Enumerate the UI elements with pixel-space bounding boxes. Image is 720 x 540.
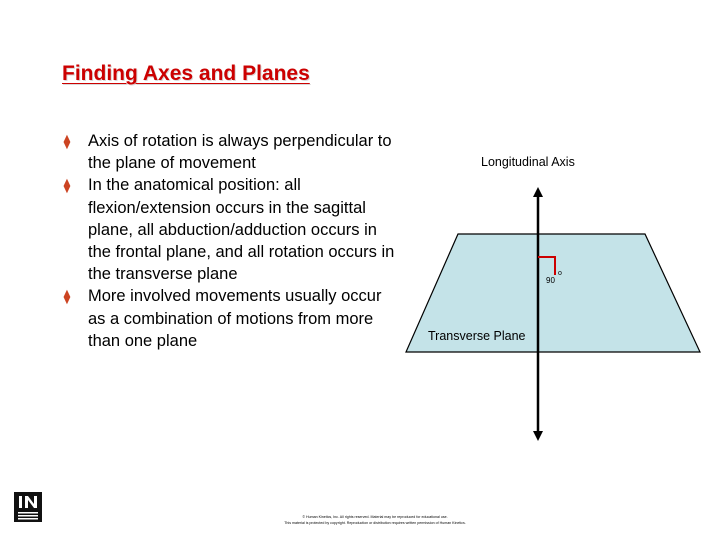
diamond-bullet-icon: ⧫ — [63, 133, 71, 149]
slide-title: Finding Axes and Planes — [62, 62, 310, 85]
copyright-line: © Human Kinetics, Inc. All rights reserved. Material may be reproduced for educational use. — [302, 515, 448, 519]
bullet-list — [60, 130, 395, 352]
publisher-logo-icon — [14, 492, 42, 522]
diamond-bullet-icon: ⧫ — [63, 177, 71, 194]
copyright-line: This material is protected by copyright. Reproduction or distribution requires written permission of Human Kinetics. — [284, 520, 466, 525]
degree-symbol: o — [558, 270, 562, 277]
transverse-plane-label: Transverse Plane — [428, 329, 526, 343]
longitudinal-axis-label: Longitudinal Axis — [481, 155, 575, 169]
angle-label: 90 — [546, 276, 555, 285]
bullet-text: Axis of rotation is always perpendicular to the plane of movement — [88, 132, 392, 173]
bullet-item — [60, 285, 395, 352]
diamond-bullet-icon: ⧫ — [63, 288, 71, 305]
bullet-item — [60, 130, 395, 174]
copyright-notice — [140, 515, 610, 526]
bullet-text: In the anatomical position: all flexion/extension occurs in the sagittal plane, all abduction/adduction occurs in the frontal plane, and all rotation occurs in the transverse plane — [88, 176, 395, 284]
bullet-text: More involved movements usually occur as a combination of motions from more than one plane — [88, 287, 382, 350]
bullet-item — [60, 174, 395, 285]
axis-plane-diagram — [395, 140, 715, 450]
